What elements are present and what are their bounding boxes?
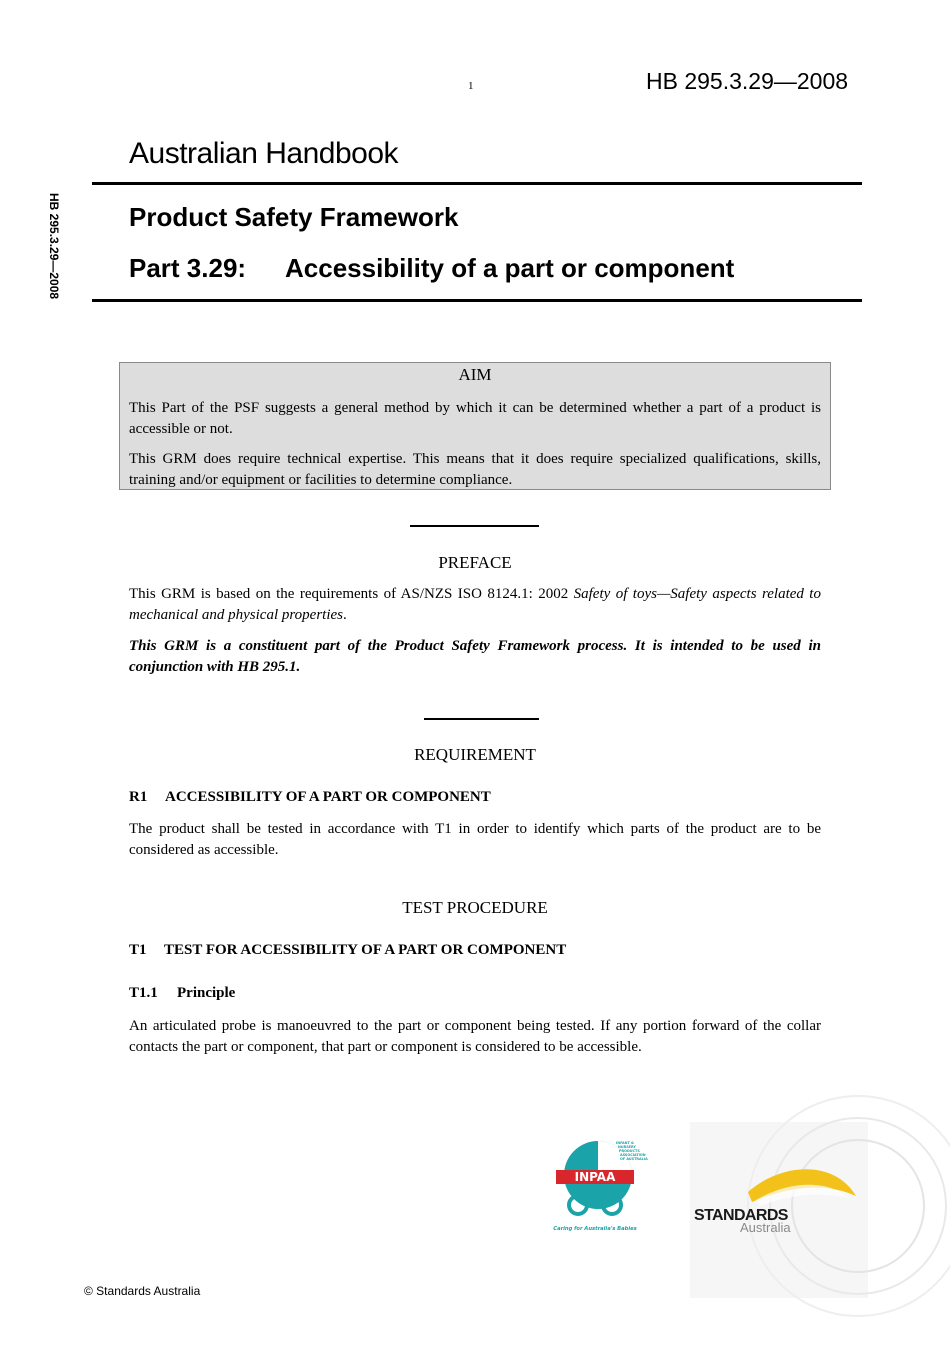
clause-title: TEST FOR ACCESSIBILITY OF A PART OR COMPONENT — [164, 942, 567, 958]
test-clause-heading — [129, 942, 566, 959]
svg-text:PRODUCTS: PRODUCTS — [619, 1149, 640, 1153]
clause-number: R1 — [129, 789, 148, 805]
requirement-paragraph: The product shall be tested in accordance with T1 in order to identify which parts of the product are to be considered as accessible. — [129, 821, 821, 858]
part-title — [129, 253, 734, 284]
requirement-heading: REQUIREMENT — [414, 745, 536, 764]
svg-text:ASSOCIATION: ASSOCIATION — [620, 1153, 646, 1157]
inpaa-name: INPAA — [574, 1170, 616, 1184]
requirement-clause-heading — [129, 789, 491, 806]
title-rule-top — [92, 182, 862, 185]
side-label — [42, 193, 66, 333]
part-number: Part 3.29: — [129, 253, 247, 283]
handbook-title: Australian Handbook — [129, 137, 399, 170]
aim-paragraph-2: This GRM does require technical expertise. This means that it does require specialized qualifications, skills, training and/or equipment or facilities to determine compliance. — [129, 451, 821, 488]
preface-heading: PREFACE — [438, 553, 512, 572]
document-id: HB 295.3.29—2008 — [646, 68, 849, 94]
preface-paragraph-1 — [129, 584, 821, 626]
page-number: 1 — [468, 80, 474, 92]
aim-box — [119, 362, 831, 490]
test-subclause-heading — [129, 985, 235, 1002]
standard-title: Safety of toys—Safety aspects related to mechanical and physical properties — [129, 586, 821, 623]
svg-text:OF AUSTRALIA: OF AUSTRALIA — [620, 1157, 648, 1161]
aim-heading: AIM — [458, 365, 492, 384]
aim-paragraph-1: This Part of the PSF suggests a general method by which it can be determined whether a part of a product is accessible or not. — [129, 400, 821, 437]
clause-title: ACCESSIBILITY OF A PART OR COMPONENT — [165, 789, 491, 805]
preface-text: This GRM is based on the requirements of AS/NZS ISO 8124.1: 2002 — [129, 586, 574, 602]
subclause-title: Principle — [177, 985, 236, 1001]
svg-text:NURSERY: NURSERY — [618, 1145, 636, 1149]
preface-period: . — [342, 607, 347, 623]
requirement-divider — [424, 718, 539, 720]
side-label-text: HB 295.3.29—2008 — [47, 193, 61, 300]
copyright: © Standards Australia — [84, 1284, 201, 1298]
clause-number: T1 — [129, 942, 147, 958]
svg-text:INFANT &: INFANT & — [616, 1141, 634, 1145]
title-rule-bottom — [92, 299, 862, 302]
standards-australia-logo — [690, 1122, 868, 1298]
preface-divider — [410, 525, 539, 527]
subclause-number: T1.1 — [129, 985, 158, 1001]
inpaa-logo — [548, 1130, 648, 1236]
standards-australia-wordmark: Australia — [740, 1220, 791, 1235]
standards-wordmark: STANDARDS — [694, 1207, 788, 1224]
preface-paragraph-2: This GRM is a constituent part of the Product Safety Framework process. It is intended to be used in conjunction with HB 295.1. — [129, 638, 821, 675]
inpaa-tagline: Caring for Australia's Babies — [553, 1226, 637, 1232]
framework-title: Product Safety Framework — [129, 202, 459, 232]
test-procedure-heading: TEST PROCEDURE — [402, 898, 548, 917]
part-name: Accessibility of a part or component — [285, 253, 735, 283]
principle-paragraph: An articulated probe is manoeuvred to the part or component being tested. If any portion forward of the collar contacts the part or component, that part or component is considered to be accessible. — [129, 1018, 821, 1055]
